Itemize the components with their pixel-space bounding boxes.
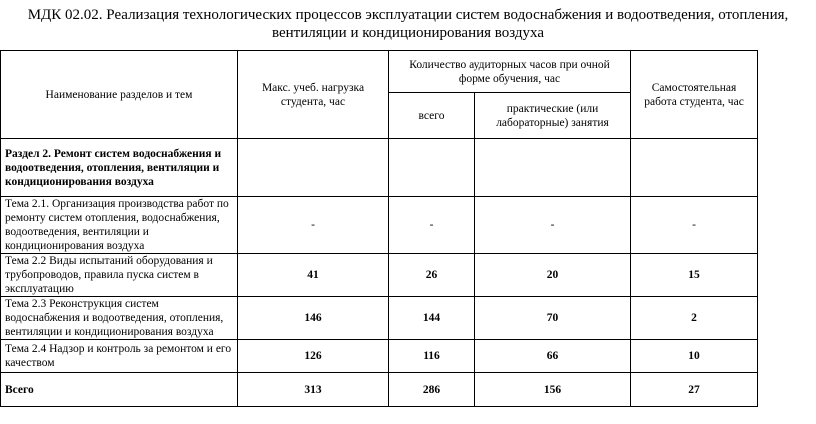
topic-name: Тема 2.1. Организация производства работ по ремонту систем отопления, водоснабжения, водоотведения, вентиляции и кондиционирования воздуха [1, 197, 238, 254]
document-title [0, 6, 816, 42]
practical-cell: 70 [475, 297, 631, 340]
header-classroom-hours: Количество аудиторных часов при очной форме обучения, час [389, 51, 631, 93]
practical-cell: - [475, 197, 631, 254]
section-title: Раздел 2. Ремонт систем водоснабжения и водоотведения, отопления, вентиляции и кондиционирования воздуха [1, 139, 238, 197]
empty-cell [238, 139, 389, 197]
table-row [1, 254, 758, 297]
independent-cell: - [631, 197, 758, 254]
topic-name: Тема 2.2 Виды испытаний оборудования и трубопроводов, правила пуска систем в эксплуатацию [1, 254, 238, 297]
curriculum-table [0, 50, 758, 407]
header-independent-work: Самостоятельная работа студента, час [631, 51, 758, 139]
total-max-load: 313 [238, 373, 389, 407]
table-row [1, 340, 758, 373]
table-row [1, 197, 758, 254]
total-cell: 116 [389, 340, 475, 373]
empty-cell [389, 139, 475, 197]
title-line-2: вентиляции и кондиционирования воздуха [271, 25, 545, 41]
total-cell: - [389, 197, 475, 254]
max-load-cell: - [238, 197, 389, 254]
header-practical: практические (или лабораторные) занятия [475, 93, 631, 139]
independent-cell: 10 [631, 340, 758, 373]
topic-name: Тема 2.3 Реконструкция систем водоснабжения и водоотведения, отопления, вентиляции и кондиционирования воздуха [1, 297, 238, 340]
header-name: Наименование разделов и тем [1, 51, 238, 139]
practical-cell: 66 [475, 340, 631, 373]
header-row-1 [1, 51, 758, 93]
total-cell: 144 [389, 297, 475, 340]
topic-name: Тема 2.4 Надзор и контроль за ремонтом и его качеством [1, 340, 238, 373]
max-load-cell: 126 [238, 340, 389, 373]
section-row [1, 139, 758, 197]
independent-cell: 2 [631, 297, 758, 340]
empty-cell [631, 139, 758, 197]
independent-cell: 15 [631, 254, 758, 297]
practical-cell: 20 [475, 254, 631, 297]
header-total: всего [389, 93, 475, 139]
total-label: Всего [1, 373, 238, 407]
title-line-1: МДК 02.02. Реализация технологических процессов эксплуатации систем водоснабжения и водоотведения, отопления, [27, 7, 789, 23]
max-load-cell: 41 [238, 254, 389, 297]
max-load-cell: 146 [238, 297, 389, 340]
total-classroom: 286 [389, 373, 475, 407]
empty-cell [475, 139, 631, 197]
table-row [1, 297, 758, 340]
total-practical: 156 [475, 373, 631, 407]
total-row [1, 373, 758, 407]
total-independent: 27 [631, 373, 758, 407]
total-cell: 26 [389, 254, 475, 297]
header-max-load: Макс. учеб. нагрузка студента, час [238, 51, 389, 139]
